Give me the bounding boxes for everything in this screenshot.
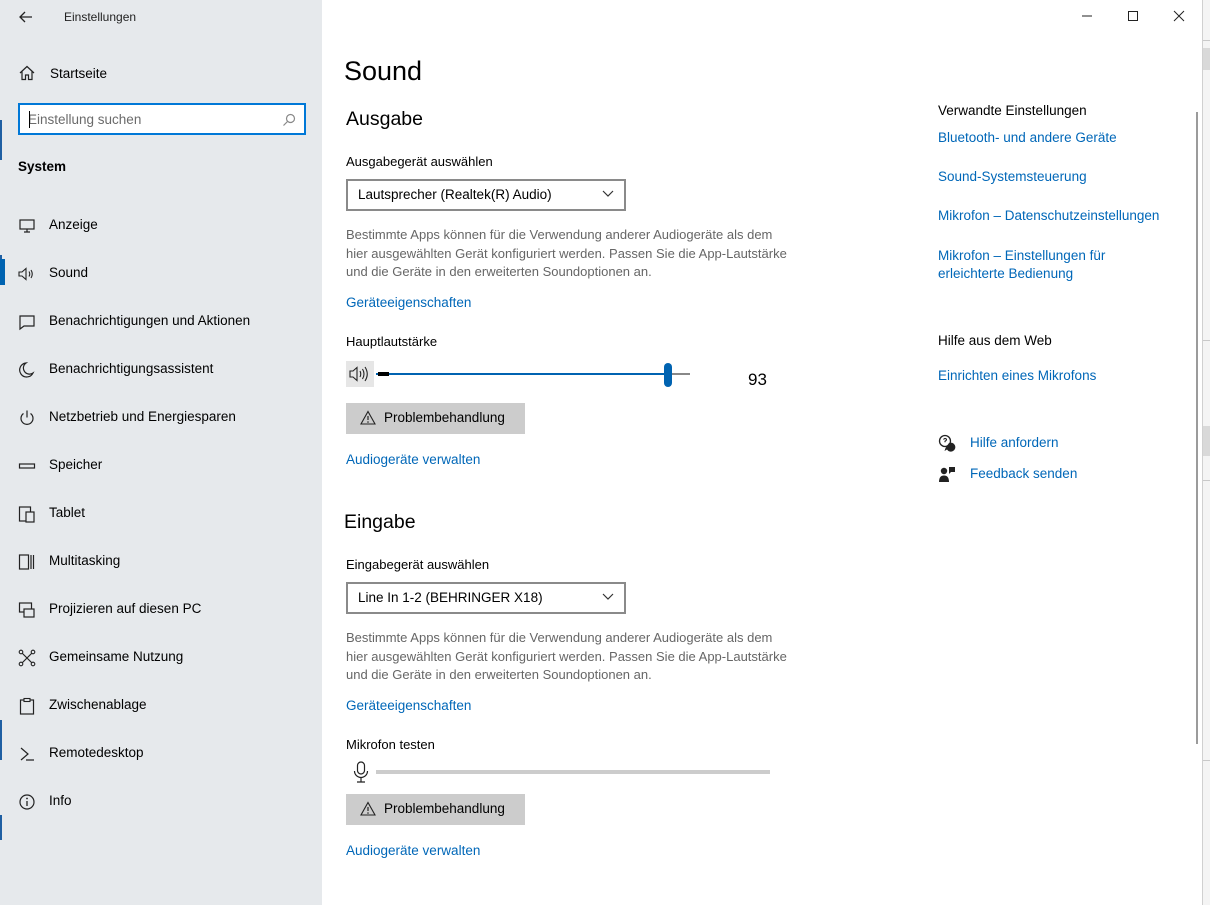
output-device-value: Lautsprecher (Realtek(R) Audio) — [358, 187, 552, 202]
sidebar-item-tablet[interactable] — [0, 496, 322, 544]
output-heading: Ausgabe — [346, 108, 423, 130]
warning-icon — [360, 801, 376, 816]
troubleshoot-label: Problembehandlung — [384, 801, 505, 816]
sidebar-item-label: Tablet — [49, 505, 86, 520]
output-properties-link[interactable]: Geräteeigenschaften — [346, 295, 472, 310]
sidebar-item-anzeige[interactable] — [0, 208, 322, 256]
info-icon — [18, 793, 36, 811]
output-device-label: Ausgabegerät auswählen — [346, 154, 493, 169]
background-window-edge — [1202, 0, 1210, 905]
home-label: Startseite — [50, 66, 108, 81]
input-description: Bestimmte Apps können für die Verwendung anderer Audiogeräte als dem hier ausgewählten Gerät konfiguriert werden. Passen Sie die App-Lautstärke und die Geräte in den erweiterten Soundoptionen an. — [346, 630, 787, 682]
title-bar — [0, 0, 322, 34]
related-link-mic-accessibility[interactable]: Mikrofon – Einstellungen für erleichterte Bedienung — [938, 248, 1106, 281]
send-feedback-link[interactable]: Feedback senden — [970, 466, 1078, 481]
related-link-bluetooth[interactable]: Bluetooth- und andere Geräte — [938, 130, 1117, 145]
back-arrow-icon — [19, 11, 33, 23]
sidebar-item-projizieren[interactable] — [0, 592, 322, 640]
sidebar-nav — [0, 208, 322, 832]
sidebar-item-label: Info — [49, 793, 72, 808]
home-icon — [18, 64, 36, 82]
sidebar-item-benachrichtigungsassistent[interactable] — [0, 352, 322, 400]
sidebar-item-label: Speicher — [49, 457, 103, 472]
output-device-dropdown[interactable] — [346, 179, 626, 211]
settings-search-box[interactable] — [18, 103, 306, 135]
mute-button[interactable] — [346, 361, 374, 387]
active-indicator — [0, 259, 5, 285]
mic-test-label: Mikrofon testen — [346, 737, 435, 752]
mic-level-meter — [376, 770, 770, 774]
power-icon — [18, 409, 36, 427]
moon-icon — [18, 361, 36, 379]
sidebar-item-zwischenablage[interactable] — [0, 688, 322, 736]
volume-slider-thumb[interactable] — [664, 363, 672, 387]
sidebar-item-label: Netzbetrieb und Energiesparen — [49, 409, 236, 424]
background-divider — [1203, 40, 1210, 41]
sidebar-item-label: Gemeinsame Nutzung — [49, 649, 184, 664]
input-troubleshoot-button[interactable] — [346, 794, 525, 825]
minimize-icon — [1081, 10, 1093, 22]
scrollbar[interactable] — [1196, 112, 1198, 744]
output-manage-devices-link[interactable]: Audiogeräte verwalten — [346, 452, 481, 467]
sidebar-item-multitasking[interactable] — [0, 544, 322, 592]
storage-icon — [18, 457, 36, 475]
sidebar-item-netzbetrieb[interactable] — [0, 400, 322, 448]
sidebar — [0, 0, 322, 905]
project-icon — [18, 601, 36, 619]
tablet-icon — [18, 505, 36, 523]
speaker-icon — [349, 365, 371, 383]
input-device-value: Line In 1-2 (BEHRINGER X18) — [358, 590, 543, 605]
background-divider — [1203, 760, 1210, 761]
sidebar-item-label: Benachrichtigungsassistent — [49, 361, 214, 376]
sidebar-item-label: Multitasking — [49, 553, 121, 568]
troubleshoot-label: Problembehandlung — [384, 410, 505, 425]
search-input[interactable] — [28, 110, 278, 128]
output-description: Bestimmte Apps können für die Verwendung anderer Audiogeräte als dem hier ausgewählten Gerät konfiguriert werden. Passen Sie die App-Lautstärke und die Geräte in den erweiterten Soundoptionen an. — [346, 227, 787, 279]
get-help-link[interactable]: Hilfe anfordern — [970, 435, 1059, 450]
close-icon — [1173, 10, 1185, 22]
page-title: Sound — [344, 56, 423, 86]
sidebar-item-label: Benachrichtigungen und Aktionen — [49, 313, 251, 328]
chevron-down-icon — [602, 593, 614, 601]
feedback-icon — [938, 465, 956, 483]
window-edge — [0, 120, 2, 160]
related-settings-heading: Verwandte Einstellungen — [938, 103, 1087, 118]
multitasking-icon — [18, 553, 36, 571]
volume-value: 93 — [748, 370, 767, 389]
related-link-sound-control-panel[interactable]: Sound-Systemsteuerung — [938, 169, 1087, 184]
sidebar-item-sound[interactable] — [0, 256, 322, 304]
volume-slider-fill — [376, 373, 668, 375]
background-block — [1203, 426, 1210, 456]
remote-desktop-icon — [18, 745, 36, 763]
input-properties-link[interactable]: Geräteeigenschaften — [346, 698, 472, 713]
back-button[interactable] — [14, 6, 38, 28]
volume-label: Hauptlautstärke — [346, 334, 438, 349]
sidebar-item-remotedesktop[interactable] — [0, 736, 322, 784]
search-icon — [282, 113, 296, 127]
web-help-link[interactable]: Einrichten eines Mikrofons — [938, 368, 1097, 383]
background-block — [1203, 48, 1210, 70]
input-device-dropdown[interactable] — [346, 582, 626, 614]
sidebar-item-label: Sound — [49, 265, 89, 280]
sidebar-item-label: Zwischenablage — [49, 697, 147, 712]
text-caret — [29, 111, 30, 128]
input-device-label: Eingabegerät auswählen — [346, 557, 490, 572]
sidebar-item-label: Remotedesktop — [49, 745, 144, 760]
sidebar-item-benachrichtigungen[interactable] — [0, 304, 322, 352]
background-divider — [1203, 340, 1210, 341]
sidebar-item-label: Projizieren auf diesen PC — [49, 601, 202, 616]
speaker-icon — [18, 265, 36, 283]
background-divider — [1203, 480, 1210, 481]
clipboard-icon — [18, 697, 36, 715]
sidebar-item-gemeinsame-nutzung[interactable] — [0, 640, 322, 688]
input-manage-devices-link[interactable]: Audiogeräte verwalten — [346, 843, 481, 858]
microphone-icon — [352, 761, 370, 783]
share-icon — [18, 649, 36, 667]
maximize-icon — [1127, 10, 1139, 22]
input-heading: Eingabe — [344, 511, 416, 533]
sidebar-item-info[interactable] — [0, 784, 322, 832]
display-icon — [18, 217, 36, 235]
sidebar-item-speicher[interactable] — [0, 448, 322, 496]
maximize-button[interactable] — [1110, 0, 1156, 32]
web-help-heading: Hilfe aus dem Web — [938, 333, 1052, 348]
section-title: System — [18, 159, 67, 174]
chevron-down-icon — [602, 190, 614, 198]
main-content — [322, 0, 1202, 905]
help-chat-icon — [938, 434, 956, 452]
related-link-mic-privacy[interactable]: Mikrofon – Datenschutzeinstellungen — [938, 208, 1160, 223]
volume-level-marker — [378, 372, 389, 376]
minimize-button[interactable] — [1064, 0, 1110, 32]
app-title: Einstellungen — [64, 10, 137, 24]
notification-icon — [18, 313, 36, 331]
volume-slider-track[interactable] — [376, 373, 690, 375]
output-troubleshoot-button[interactable] — [346, 403, 525, 434]
sidebar-home[interactable] — [0, 58, 322, 90]
warning-icon — [360, 410, 376, 425]
sidebar-item-label: Anzeige — [49, 217, 98, 232]
close-button[interactable] — [1156, 0, 1202, 32]
